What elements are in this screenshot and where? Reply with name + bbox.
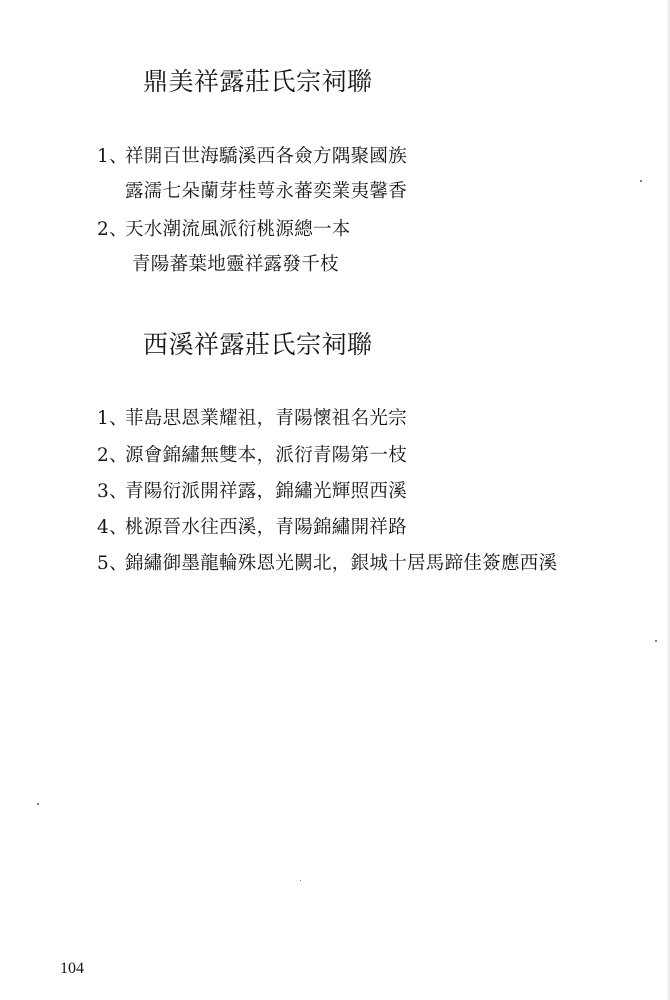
scan-edge-shadow [666,0,670,1000]
list-item-5-index: 5、 [97,553,128,574]
list-item-5-text: 錦繡御墨龍輪殊恩光闕北，銀城十居馬蹄佳簽應西溪 [125,553,558,574]
list-item-2-index: 2、 [97,445,128,466]
scan-speck [655,640,657,642]
list-item-3-index: 3、 [97,481,128,502]
couplet-2-first-line: 天水潮流風派衍桃源總一本 [125,219,351,240]
section-title-dingmei: 鼎美祥露莊氏宗祠聯 [143,67,373,96]
page-number: 104 [60,960,84,977]
scan-speck [640,180,642,182]
list-item-1-text: 菲島思恩業耀祖，青陽懷祖名光宗 [125,408,408,429]
couplet-1-first-line: 祥開百世海驕溪西各僉方隅聚國族 [125,146,408,167]
scan-speck [300,880,301,881]
couplet-2-second-line: 青陽蕃葉地靈祥露發千枝 [132,254,339,275]
couplet-1-index: 1、 [97,146,128,167]
couplet-2-index: 2、 [97,219,128,240]
list-item-4-text: 桃源晉水往西溪，青陽錦繡開祥路 [125,517,408,538]
list-item-2-text: 源會錦繡無雙本，派衍青陽第一枝 [125,445,408,466]
couplet-1-second-line: 露濡七朵蘭芽桂萼永蕃奕業夷馨香 [125,181,408,202]
list-item-1-index: 1、 [97,408,128,429]
section-title-xixi: 西溪祥露莊氏宗祠聯 [143,330,373,359]
list-item-3-text: 青陽衍派開祥露，錦繡光輝照西溪 [125,481,408,502]
scan-speck [37,803,39,805]
list-item-4-index: 4、 [97,517,128,538]
